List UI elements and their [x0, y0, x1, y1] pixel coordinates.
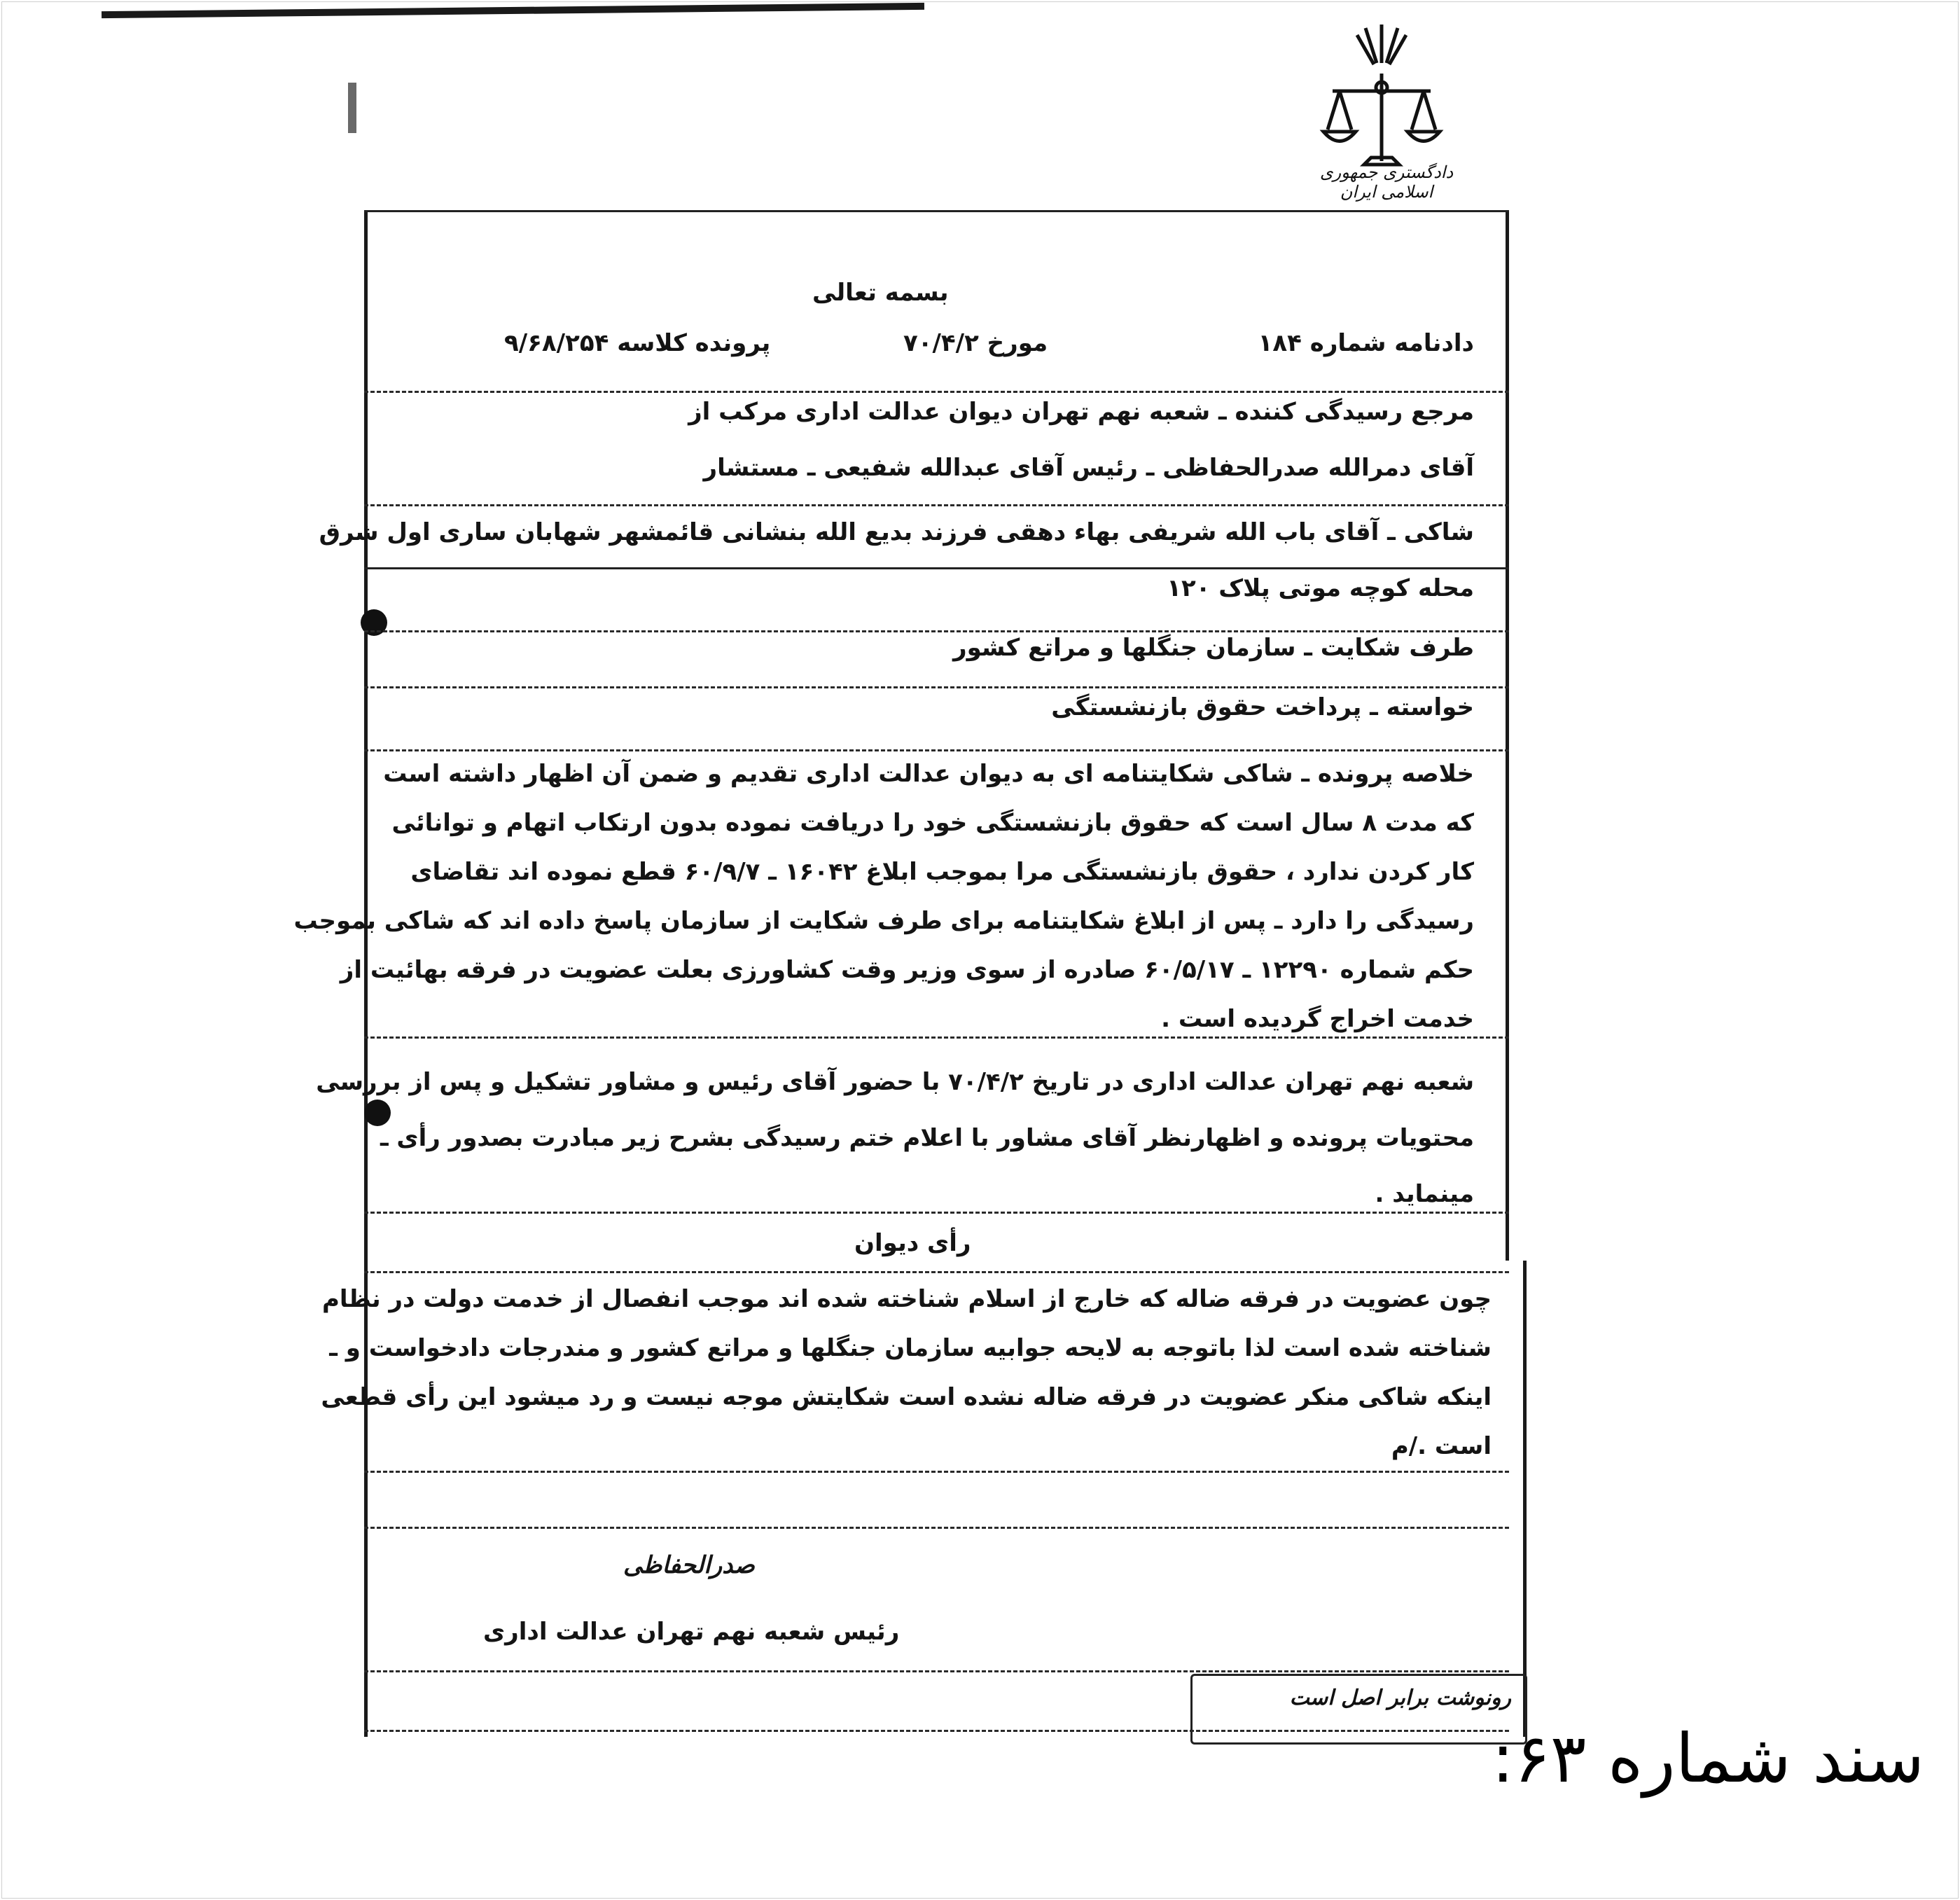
facts-line: رسیدگی را دارد ـ پس از ابلاغ شکایتنامه برای طرف شکایت از سازمان پاسخ داده اند که شاکی بموجب: [293, 907, 1474, 935]
divider: [364, 1527, 1509, 1530]
facts-line: خلاصه پرونده ـ شاکی شکایتنامه ای به دیوان عدالت اداری تقدیم و ضمن آن اظهار داشته است: [383, 760, 1474, 788]
subject-line: خواسته ـ پرداخت حقوق بازنشستگی: [1051, 693, 1474, 721]
branch-number: دادنامه شماره ۱۸۴: [1258, 329, 1474, 357]
verdict-line: اینکه شاکی منکر عضویت در فرقه ضاله نشده است شکایتش موجه نیست و رد میشود این رأی قطعی: [321, 1383, 1492, 1411]
divider: [364, 1471, 1509, 1474]
verdict-line: چون عضویت در فرقه ضاله که خارج از اسلام شناخته شده اند موجب انفصال از خدمت دولت در نظام: [322, 1285, 1492, 1313]
form-right-border: [1506, 210, 1509, 1261]
session-line: محتویات پرونده و اظهارنظر آقای مشاور با اعلام ختم رسیدگی بشرح زیر مبادرت بصدور رأی ـ: [380, 1124, 1474, 1152]
signature-title: رئیس شعبه نهم تهران عدالت اداری: [483, 1618, 900, 1646]
session-line: مینماید .: [1375, 1180, 1474, 1208]
top-border: [364, 210, 1509, 214]
authority-line: مرجع رسیدگی کننده ـ شعبه نهم تهران دیوان عدالت اداری مرکب از: [688, 398, 1474, 426]
certified-copy-stamp: [1190, 1674, 1527, 1745]
divider: [364, 567, 1509, 571]
judges-line: آقای دمرالله صدرالحفاظی ـ رئیس آقای عبدالله شفیعی ـ مستشار: [703, 454, 1474, 482]
document-heading: بسمه تعالی: [812, 279, 949, 307]
signature-name: صدرالحفاظی: [623, 1551, 755, 1579]
document-caption: سند شماره ۶۳:: [1492, 1719, 1925, 1798]
divider: [364, 1036, 1509, 1040]
facts-line: حکم شماره ۱۲۲۹۰ ـ ۶۰/۵/۱۷ صادره از سوی وزیر وقت کشاورزی بعلت عضویت در فرقه بهائیت از: [340, 956, 1474, 984]
document-date: مورخ ۷۰/۴/۲: [903, 329, 1048, 357]
form-right-border-lower: [1523, 1261, 1527, 1737]
punch-hole-mark: [364, 1100, 391, 1126]
verdict-line: است ./م: [1391, 1432, 1492, 1460]
facts-line: خدمت اخراج گردیده است .: [1161, 1005, 1474, 1033]
emblem-caption: دادگستری جمهوری اسلامی ایران: [1319, 162, 1454, 202]
facts-line: که مدت ۸ سال است که حقوق بازنشستگی خود را دریافت نموده بدون ارتکاب اتهام و توانائی: [391, 809, 1474, 837]
verdict-line: شناخته شده است لذا باتوجه به لایحه جوابیه سازمان جنگلها و مراتع کشور و مندرجات دادخواست و ـ: [329, 1334, 1492, 1362]
file-number: پرونده کلاسه ۹/۶۸/۲۵۴: [504, 329, 771, 357]
verdict-heading: رأی دیوان: [854, 1229, 971, 1257]
divider: [364, 504, 1509, 508]
divider: [364, 749, 1509, 753]
divider: [364, 686, 1509, 690]
facts-line: کار کردن ندارد ، حقوق بازنشستگی مرا بموجب ابلاغ ۱۶۰۴۲ ـ ۶۰/۹/۷ قطع نموده اند تقاضای: [410, 858, 1474, 886]
divider: [364, 391, 1509, 394]
document-form: [293, 210, 1509, 1737]
complainant-line-2: محله کوچه موتی پلاک ۱۲۰: [1167, 574, 1474, 602]
complainant-line-1: شاکی ـ آقای باب الله شریفی بهاء دهقی فرزند بدیع الله بنشانی قائمشهر شهابان ساری اول شرق: [319, 518, 1474, 546]
divider: [364, 1271, 1509, 1275]
scan-edge-mark: [348, 83, 356, 133]
stamp-text: رونوشت برابر اصل است: [1289, 1686, 1511, 1710]
session-line: شعبه نهم تهران عدالت اداری در تاریخ ۷۰/۴/۲ با حضور آقای رئیس و مشاور تشکیل و پس از بررسی: [316, 1068, 1474, 1096]
divider: [364, 1212, 1509, 1215]
defendant-line: طرف شکایت ـ سازمان جنگلها و مراتع کشور: [953, 634, 1474, 662]
